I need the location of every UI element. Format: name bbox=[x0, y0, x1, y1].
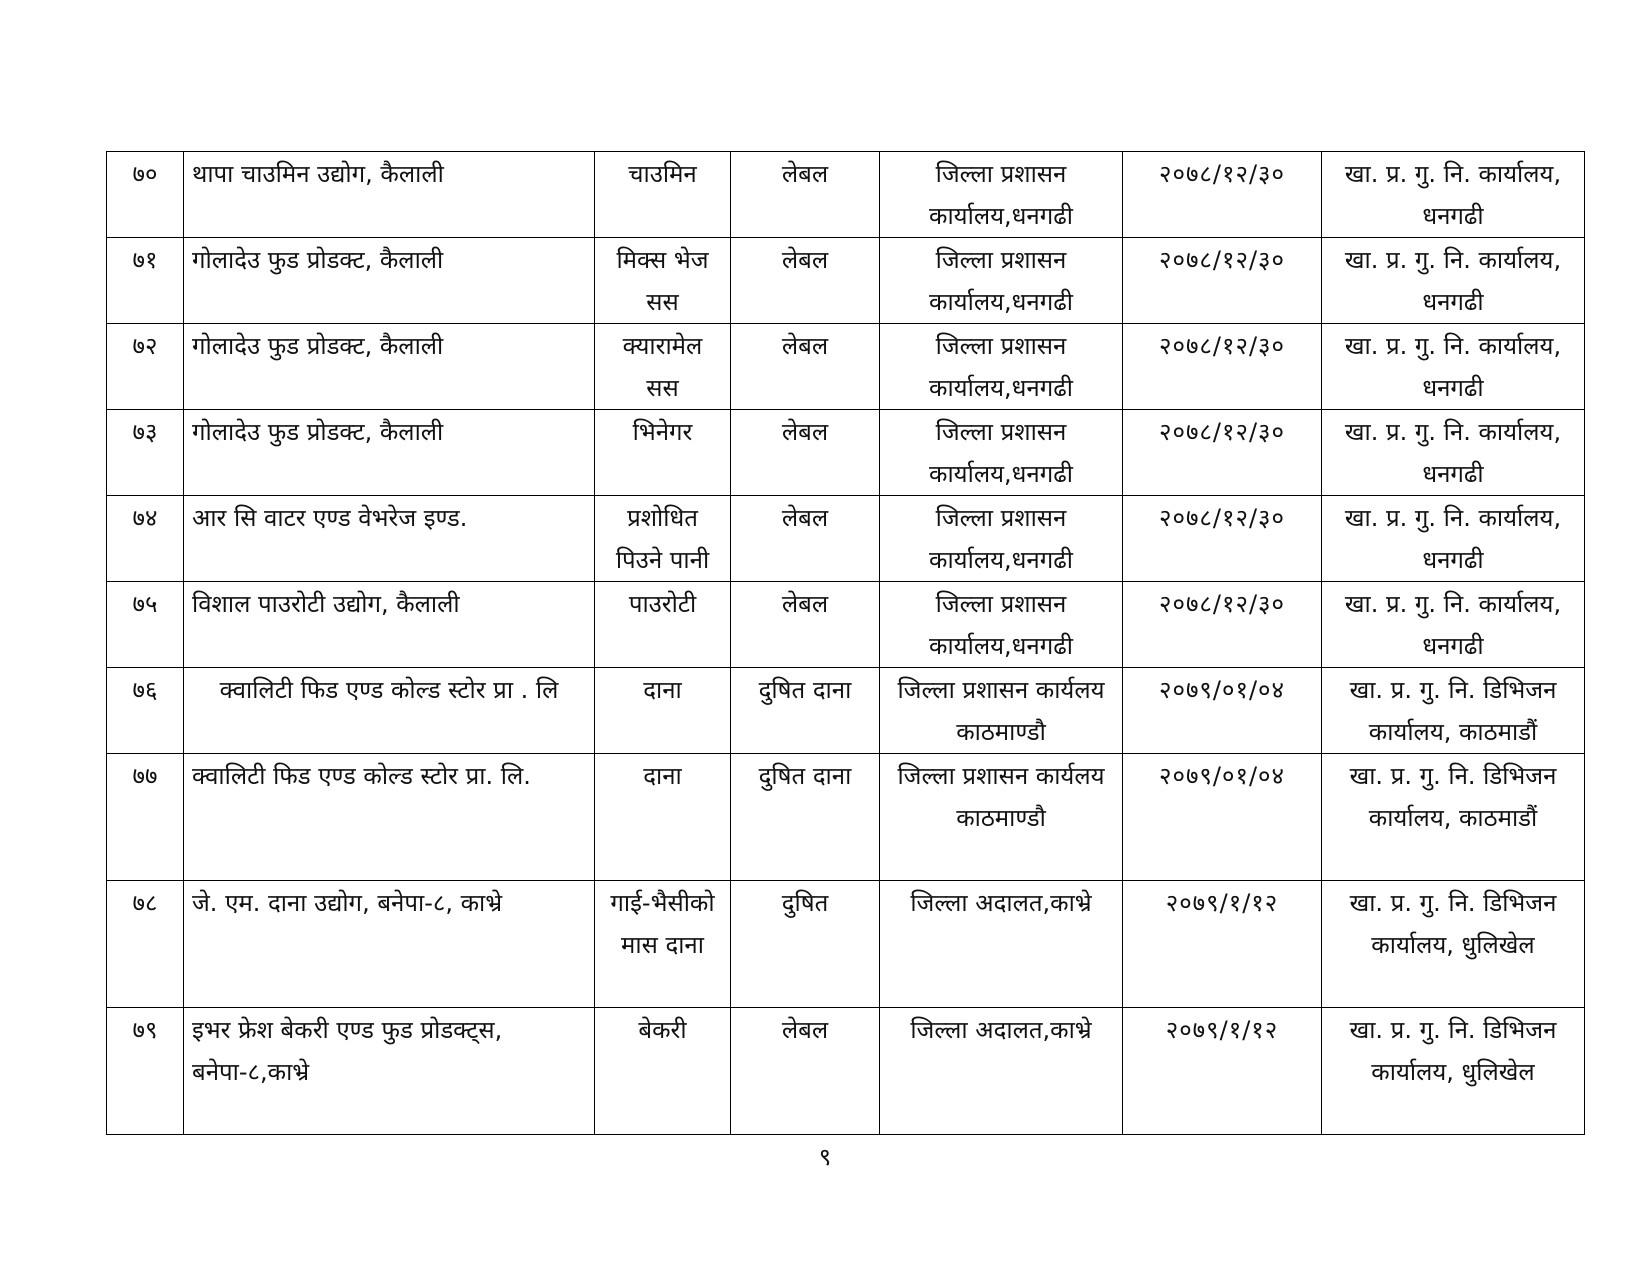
office-cell: जिल्ला अदालत,काभ्रे bbox=[880, 1008, 1123, 1135]
product-cell: भिनेगर bbox=[595, 410, 731, 496]
industry-name-cell: इभर फ्रेश बेकरी एण्ड फुड प्रोडक्ट्स, बनेपा-८,काभ्रे bbox=[184, 1008, 595, 1135]
product-cell: मिक्स भेज सस bbox=[595, 238, 731, 324]
serial-number-cell: ७० bbox=[107, 152, 184, 238]
industry-name-cell: थापा चाउमिन उद्योग, कैलाली bbox=[184, 152, 595, 238]
product-cell: पाउरोटी bbox=[595, 582, 731, 668]
date-cell: २०७८/१२/३० bbox=[1123, 410, 1322, 496]
serial-number-cell: ७४ bbox=[107, 496, 184, 582]
table-row bbox=[107, 582, 1585, 668]
office-cell: जिल्ला प्रशासन कार्यालय,धनगढी bbox=[880, 238, 1123, 324]
industry-name-cell: क्वालिटी फिड एण्ड कोल्ड स्टोर प्रा . लि bbox=[184, 668, 595, 754]
office-cell: जिल्ला प्रशासन कार्यालय,धनगढी bbox=[880, 496, 1123, 582]
industry-name-cell: गोलादेउ फुड प्रोडक्ट, कैलाली bbox=[184, 238, 595, 324]
case-type-cell: दुषित दाना bbox=[731, 754, 880, 881]
office-cell: जिल्ला प्रशासन कार्यलय काठमाण्डौ bbox=[880, 754, 1123, 881]
date-cell: २०७८/१२/३० bbox=[1123, 582, 1322, 668]
page-number: ९ bbox=[818, 1143, 832, 1171]
table-row bbox=[107, 410, 1585, 496]
serial-number-cell: ७१ bbox=[107, 238, 184, 324]
case-type-cell: लेबल bbox=[731, 1008, 880, 1135]
case-type-cell: दुषित दाना bbox=[731, 668, 880, 754]
table-row bbox=[107, 152, 1585, 238]
table-row bbox=[107, 754, 1585, 881]
authority-cell: खा. प्र. गु. नि. कार्यालय, धनगढी bbox=[1322, 152, 1585, 238]
serial-number-cell: ७८ bbox=[107, 881, 184, 1008]
office-cell: जिल्ला प्रशासन कार्यालय,धनगढी bbox=[880, 324, 1123, 410]
serial-number-cell: ७५ bbox=[107, 582, 184, 668]
case-type-cell: दुषित bbox=[731, 881, 880, 1008]
industry-name-cell: गोलादेउ फुड प्रोडक्ट, कैलाली bbox=[184, 410, 595, 496]
serial-number-cell: ७७ bbox=[107, 754, 184, 881]
authority-cell: खा. प्र. गु. नि. कार्यालय, धनगढी bbox=[1322, 496, 1585, 582]
date-cell: २०७९/०१/०४ bbox=[1123, 754, 1322, 881]
date-cell: २०७८/१२/३० bbox=[1123, 496, 1322, 582]
authority-cell: खा. प्र. गु. नि. कार्यालय, धनगढी bbox=[1322, 238, 1585, 324]
authority-cell: खा. प्र. गु. नि. डिभिजन कार्यालय, धुलिखेल bbox=[1322, 1008, 1585, 1135]
serial-number-cell: ७२ bbox=[107, 324, 184, 410]
product-cell: बेकरी bbox=[595, 1008, 731, 1135]
authority-cell: खा. प्र. गु. नि. कार्यालय, धनगढी bbox=[1322, 582, 1585, 668]
industry-name-cell: विशाल पाउरोटी उद्योग, कैलाली bbox=[184, 582, 595, 668]
table-row bbox=[107, 881, 1585, 1008]
office-cell: जिल्ला प्रशासन कार्यालय,धनगढी bbox=[880, 410, 1123, 496]
industry-name-cell: जे. एम. दाना उद्योग, बनेपा-८, काभ्रे bbox=[184, 881, 595, 1008]
table-row bbox=[107, 1008, 1585, 1135]
case-type-cell: लेबल bbox=[731, 582, 880, 668]
table-row bbox=[107, 324, 1585, 410]
case-type-cell: लेबल bbox=[731, 324, 880, 410]
serial-number-cell: ७३ bbox=[107, 410, 184, 496]
industry-name-cell: क्वालिटी फिड एण्ड कोल्ड स्टोर प्रा. लि. bbox=[184, 754, 595, 881]
industry-name-cell: आर सि वाटर एण्ड वेभरेज इण्ड. bbox=[184, 496, 595, 582]
date-cell: २०७८/१२/३० bbox=[1123, 152, 1322, 238]
case-type-cell: लेबल bbox=[731, 496, 880, 582]
date-cell: २०७८/१२/३० bbox=[1123, 238, 1322, 324]
authority-cell: खा. प्र. गु. नि. कार्यालय, धनगढी bbox=[1322, 410, 1585, 496]
product-cell: चाउमिन bbox=[595, 152, 731, 238]
product-cell: दाना bbox=[595, 668, 731, 754]
case-type-cell: लेबल bbox=[731, 152, 880, 238]
industry-name-cell: गोलादेउ फुड प्रोडक्ट, कैलाली bbox=[184, 324, 595, 410]
authority-cell: खा. प्र. गु. नि. डिभिजन कार्यालय, काठमाडौं bbox=[1322, 668, 1585, 754]
office-cell: जिल्ला प्रशासन कार्यालय,धनगढी bbox=[880, 582, 1123, 668]
case-type-cell: लेबल bbox=[731, 410, 880, 496]
product-cell: गाई-भैसीको मास दाना bbox=[595, 881, 731, 1008]
records-table bbox=[106, 151, 1585, 1135]
authority-cell: खा. प्र. गु. नि. डिभिजन कार्यालय, धुलिखेल bbox=[1322, 881, 1585, 1008]
table-row bbox=[107, 496, 1585, 582]
authority-cell: खा. प्र. गु. नि. डिभिजन कार्यालय, काठमाडौं bbox=[1322, 754, 1585, 881]
authority-cell: खा. प्र. गु. नि. कार्यालय, धनगढी bbox=[1322, 324, 1585, 410]
product-cell: क्यारामेल सस bbox=[595, 324, 731, 410]
product-cell: दाना bbox=[595, 754, 731, 881]
office-cell: जिल्ला अदालत,काभ्रे bbox=[880, 881, 1123, 1008]
office-cell: जिल्ला प्रशासन कार्यलय काठमाण्डौ bbox=[880, 668, 1123, 754]
date-cell: २०७९/०१/०४ bbox=[1123, 668, 1322, 754]
date-cell: २०७९/१/१२ bbox=[1123, 881, 1322, 1008]
serial-number-cell: ७९ bbox=[107, 1008, 184, 1135]
serial-number-cell: ७६ bbox=[107, 668, 184, 754]
office-cell: जिल्ला प्रशासन कार्यालय,धनगढी bbox=[880, 152, 1123, 238]
case-type-cell: लेबल bbox=[731, 238, 880, 324]
table-row bbox=[107, 668, 1585, 754]
product-cell: प्रशोधित पिउने पानी bbox=[595, 496, 731, 582]
table-row bbox=[107, 238, 1585, 324]
date-cell: २०७८/१२/३० bbox=[1123, 324, 1322, 410]
date-cell: २०७९/१/१२ bbox=[1123, 1008, 1322, 1135]
